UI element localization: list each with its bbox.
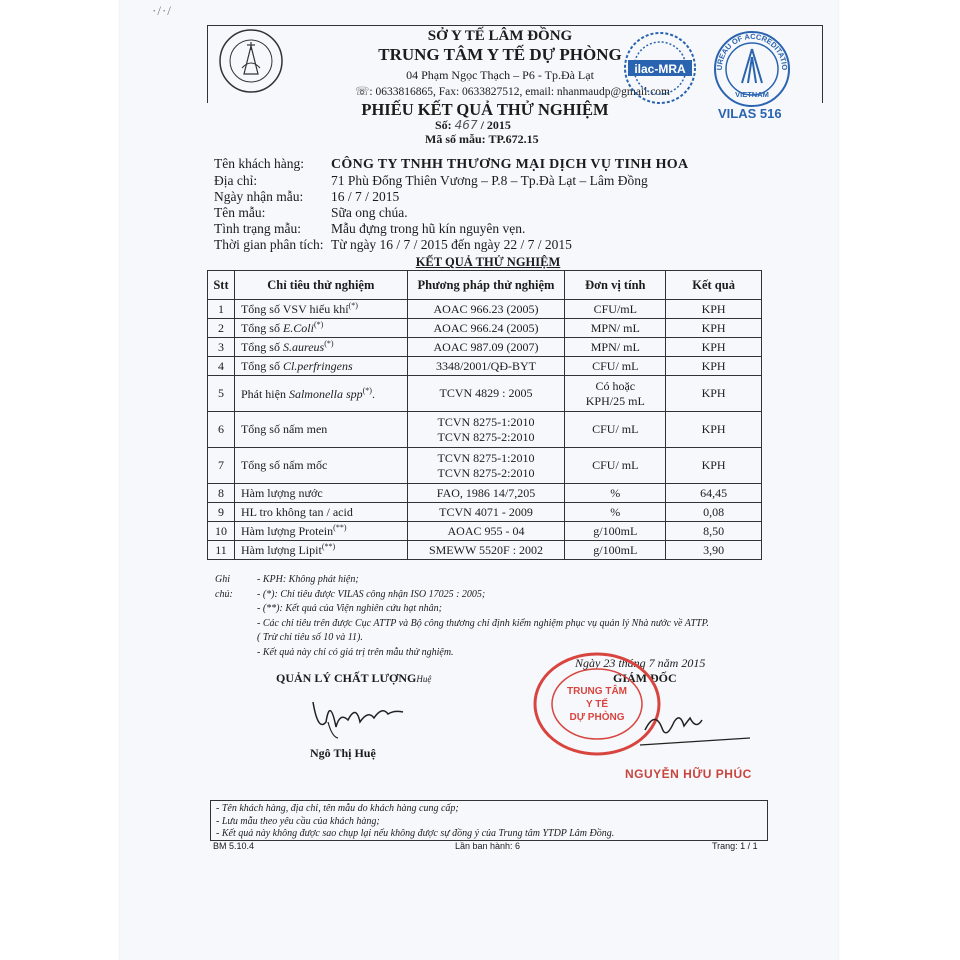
info-value: Sữa ong chúa. [331,205,408,220]
boa-text: UREAU OF ACCREDITATIO [714,31,790,71]
footer-note-item: - Lưu mẫu theo yêu cầu của khách hàng; [216,815,380,827]
footer-note-item: - Tên khách hàng, địa chỉ, tên mẫu do khách hàng cung cấp; [216,803,459,814]
cell-method: TCVN 4071 - 2009 [407,503,565,522]
cell-method: SMEWW 5520F : 2002 [407,541,565,560]
stamp-line-3: DỰ PHÒNG [569,712,625,723]
info-label: Thời gian phân tích: [214,237,324,252]
info-row [214,156,688,173]
cell-unit: CFU/ mL [565,412,666,448]
cell-result: KPH [666,412,762,448]
info-row [214,237,572,253]
table-row [208,541,762,560]
cell-criteria: Tổng số Cl.perfringens [234,357,407,376]
cell-method: TCVN 8275-1:2010 TCVN 8275-2:2010 [407,412,565,448]
table-row [208,448,762,484]
cell-stt: 1 [208,300,235,319]
cell-unit: % [565,503,666,522]
sample-code: Mã số mẫu: TP.672.15 [425,132,539,146]
cell-unit: % [565,484,666,503]
boa-logo [712,29,792,112]
cell-unit: CFU/ mL [565,357,666,376]
info-label: Tình trạng mẫu: [214,221,301,236]
org-address: 04 Phạm Ngọc Thạch – P6 - Tp.Đà Lạt [406,68,594,82]
form-code: BM 5.10.4 [213,841,255,851]
cell-criteria: Tổng số VSV hiếu khí(*) [234,300,407,319]
report-number: Số: 467 / 2015 [435,118,511,132]
signature-date: Ngày 23 tháng 7 năm 2015 [575,656,706,670]
table-row [208,376,762,412]
cell-result: 3,90 [666,541,762,560]
note-item: - (*): Chỉ tiêu được VILAS công nhận ISO 17025 : 2005; [257,588,486,600]
info-value: Từ ngày 16 / 7 / 2015 đến ngày 22 / 7 / 2015 [331,237,572,252]
corner-mark: ·/·/ [152,3,172,18]
cell-stt: 11 [208,541,235,560]
cell-stt: 3 [208,338,235,357]
table-row [208,357,762,376]
table-row [208,412,762,448]
initial-signature: Huệ [416,674,432,684]
cell-method: AOAC 987.09 (2007) [407,338,565,357]
note-item: - Kết quả này chỉ có giá trị trên mẫu thử nghiệm. [257,646,454,658]
info-row [214,205,408,221]
note-item: - KPH: Không phát hiện; [257,574,359,585]
org-contact: ☏: 0633816865, Fax: 0633827512, email: nhanmaudp@gmail.com [355,86,670,98]
cell-stt: 9 [208,503,235,522]
info-label: Tên mẫu: [214,205,266,220]
org-name: TRUNG TÂM Y TẾ DỰ PHÒNG [378,45,622,64]
note-item: - (**): Kết quả của Viện nghiên cứu hạt nhân; [257,603,442,615]
cell-criteria: Phát hiện Salmonella spp(*). [234,376,407,412]
cell-unit: Có hoặc KPH/25 mL [565,376,666,412]
cell-result: 8,50 [666,522,762,541]
org-parent: SỞ Y TẾ LÂM ĐỒNG [427,28,573,44]
col-header-unit: Đơn vị tính [565,271,666,300]
notes-label: Ghi chú: [215,574,233,600]
stamp-line-1: TRUNG TÂM [567,686,627,697]
note-item: ( Trừ chỉ tiêu số 10 và 11). [257,632,363,644]
table-row [208,300,762,319]
info-row [214,189,399,205]
cell-criteria: Hàm lượng Lipit(**) [234,541,407,560]
cell-unit: MPN/ mL [565,319,666,338]
info-label: Ngày nhận mẫu: [214,189,304,204]
info-row [214,173,648,189]
info-value: 71 Phù Đổng Thiên Vương – P.8 – Tp.Đà Lạt – Lâm Đồng [331,173,648,188]
director-signature [640,700,750,755]
cell-stt: 8 [208,484,235,503]
cell-result: KPH [666,319,762,338]
center-logo [218,28,284,99]
cell-stt: 5 [208,376,235,412]
ilac-mra-logo [620,30,700,111]
cell-result: 64,45 [666,484,762,503]
quality-manager-name: Ngô Thị Huệ [310,746,376,760]
cell-method: TCVN 8275-1:2010 TCVN 8275-2:2010 [407,448,565,484]
cell-result: KPH [666,338,762,357]
cell-unit: CFU/ mL [565,448,666,484]
cell-method: AOAC 955 - 04 [407,522,565,541]
cell-unit: CFU/mL [565,300,666,319]
info-label: Tên khách hàng: [214,156,304,171]
cell-unit: g/100mL [565,541,666,560]
cell-criteria: Hàm lượng Protein(**) [234,522,407,541]
results-table [207,270,762,560]
cell-method: FAO, 1986 14/7,205 [407,484,565,503]
edition: Lần ban hành: 6 [455,841,521,851]
cell-stt: 6 [208,412,235,448]
cell-criteria: Tổng số S.aureus(*) [234,338,407,357]
table-row [208,338,762,357]
stamp-line-2: Y TẾ [585,699,609,710]
footer-notes-box [210,800,768,841]
page-number: Trang: 1 / 1 [712,841,758,851]
director-role: GIÁM ĐỐC [613,671,677,685]
cell-method: TCVN 4829 : 2005 [407,376,565,412]
ilac-text: ilac-MRA [634,62,686,76]
cell-criteria: Hàm lượng nước [234,484,407,503]
col-header-result: Kết quả [666,271,762,300]
report-number-value: 467 [454,118,478,132]
info-row [214,221,525,237]
cell-method: AOAC 966.23 (2005) [407,300,565,319]
info-value: 16 / 7 / 2015 [331,189,400,204]
results-title: KẾT QUẢ THỬ NGHIỆM [415,255,561,269]
cell-result: KPH [666,376,762,412]
cell-stt: 7 [208,448,235,484]
document-title: PHIẾU KẾT QUẢ THỬ NGHIỆM [361,100,609,119]
footer-note-item: - Kết quả này không được sao chụp lại nếu không được sự đồng ý của Trung tâm YTDP Lâm Đồng. [216,828,615,839]
cell-unit: g/100mL [565,522,666,541]
table-header-row [208,271,762,300]
col-header-method: Phương pháp thử nghiệm [407,271,565,300]
quality-manager-signature [308,692,408,747]
info-value: CÔNG TY TNHH THƯƠNG MẠI DỊCH VỤ TINH HOA [331,157,689,172]
cell-result: KPH [666,357,762,376]
table-row [208,503,762,522]
cell-result: KPH [666,448,762,484]
col-header-stt: Stt [208,271,235,300]
cell-criteria: Tổng số E.Coli(*) [234,319,407,338]
cell-stt: 4 [208,357,235,376]
cell-stt: 10 [208,522,235,541]
boa-vietnam: VIETNAM [735,90,769,99]
quality-manager-role: QUẢN LÝ CHẤT LƯỢNGHuệ [276,671,432,685]
info-label: Địa chỉ: [214,173,258,188]
cell-stt: 2 [208,319,235,338]
col-header-criteria: Chỉ tiêu thử nghiệm [234,271,407,300]
cell-criteria: Tổng số nấm men [234,412,407,448]
cell-result: KPH [666,300,762,319]
cell-method: AOAC 966.24 (2005) [407,319,565,338]
cell-criteria: Tổng số nấm mốc [234,448,407,484]
cell-criteria: HL tro không tan / acid [234,503,407,522]
cell-method: 3348/2001/QĐ-BYT [407,357,565,376]
cell-result: 0,08 [666,503,762,522]
note-item: - Các chỉ tiêu trên được Cục ATTP và Bộ công thương chỉ định kiểm nghiệm phục vụ quản lý Nhà nước về ATTP. [257,617,709,629]
table-row [208,484,762,503]
table-row [208,522,762,541]
vilas-code: VILAS 516 [718,106,782,121]
director-name: NGUYỄN HỮU PHÚC [625,767,752,781]
info-value: Mẫu đựng trong hũ kín nguyên vẹn. [331,221,526,236]
cell-unit: MPN/ mL [565,338,666,357]
table-row [208,319,762,338]
